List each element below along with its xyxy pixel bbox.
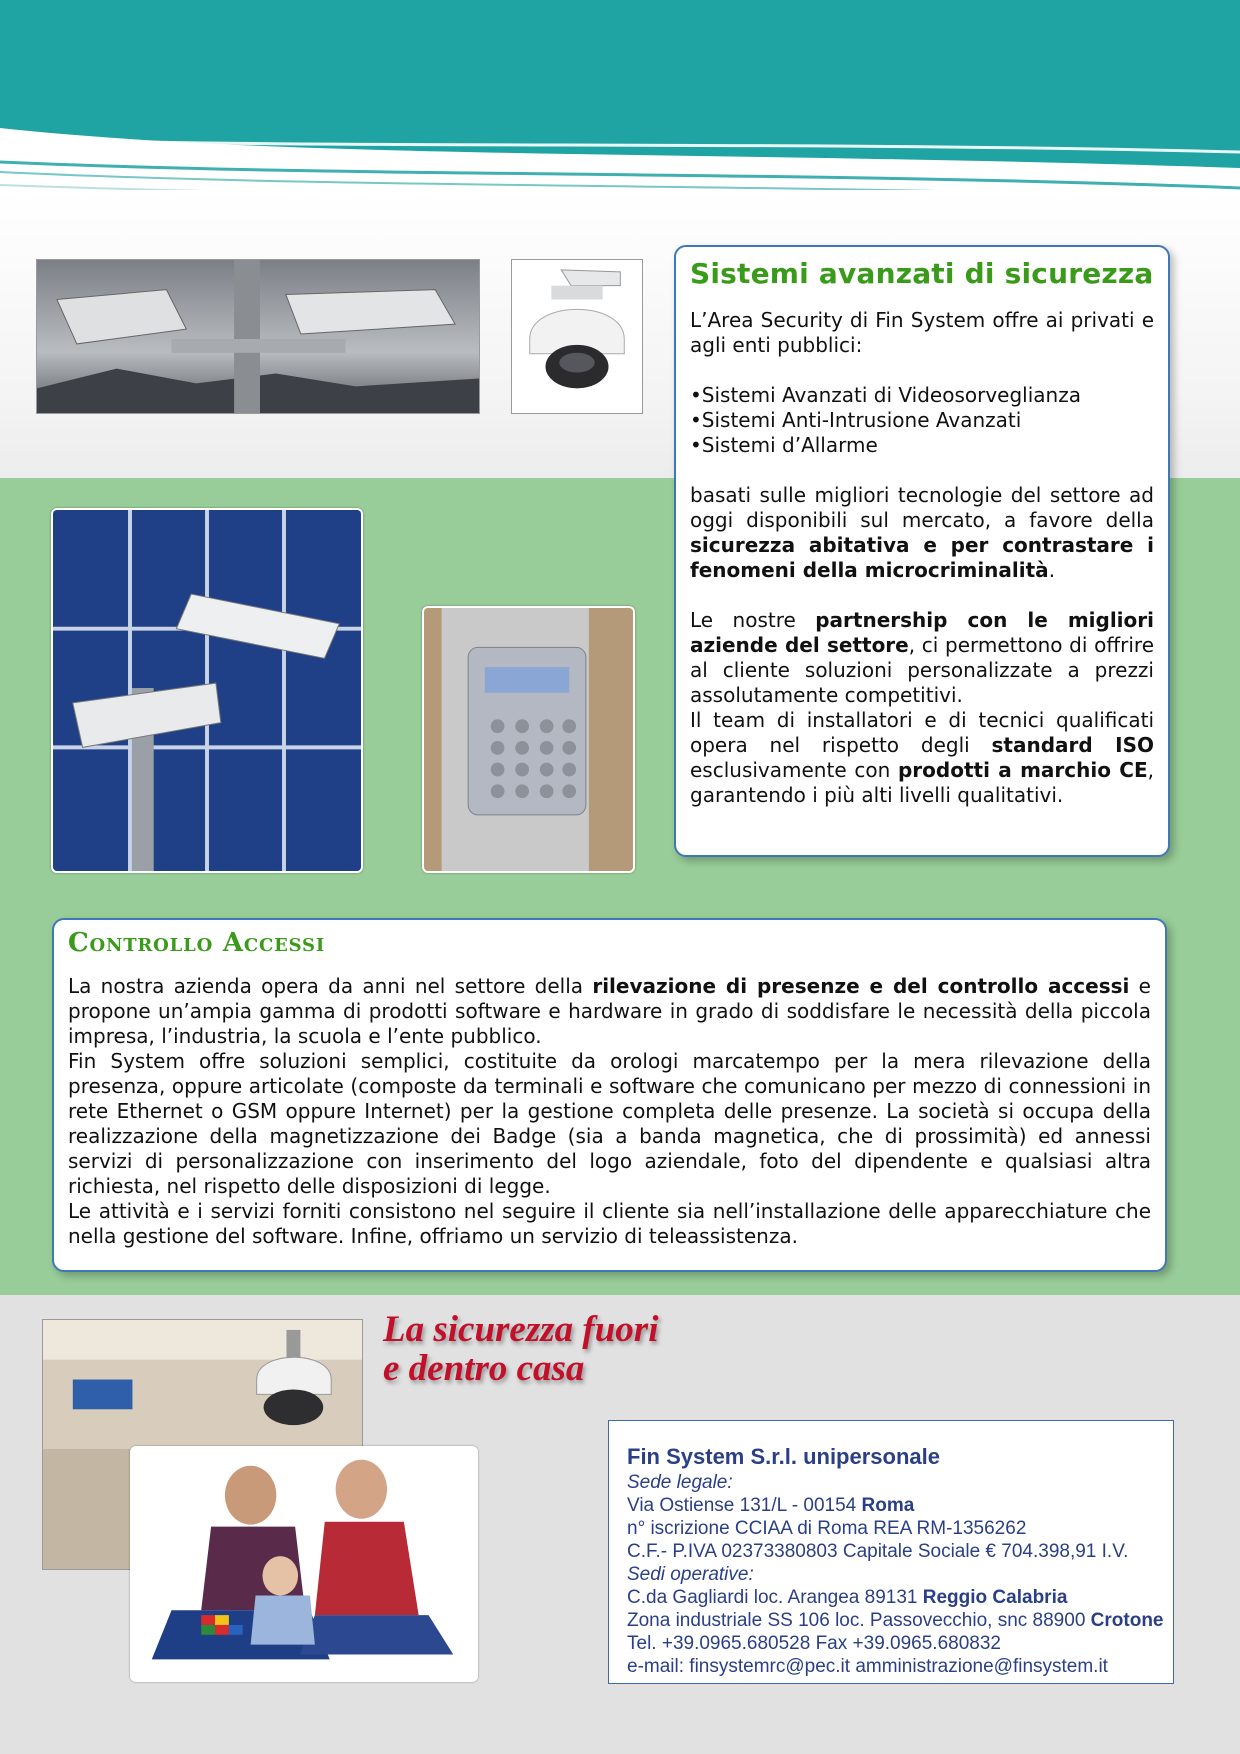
legal-office-label: Sede legale: [627, 1472, 733, 1493]
office-reggio-calabria: C.da Gagliardi loc. Arangea 89131 Reggio Calabria [627, 1587, 1068, 1608]
legal-address: Via Ostiense 131/L - 00154 Roma [627, 1495, 915, 1516]
security-list-item: • Sistemi d’Allarme [690, 433, 1154, 458]
security-list-item: • Sistemi Anti-Intrusione Avanzati [690, 408, 1154, 433]
security-paragraph-technologies: basati sulle migliori tecnologie del settore ad oggi disponibili sul mercato, a favore della sicurezza abitativa e per contrastare i fenomeni della microcriminalità. [690, 483, 1154, 582]
ccia-registration: n° iscrizione CCIAA di Roma REA RM-1356262 [627, 1518, 1027, 1539]
access-paragraph-solutions: Fin System offre soluzioni semplici, costituite da orologi marcatempo per la mera rilevazione della presenza, oppure articolate (composte da terminali e software che comunicano per mezzo di connessioni in rete Ethernet o GSM oppure Internet) per la gestione completa delle presenze. La società si occupa della realizzazione della magnetizzazione dei Badge (sia a banda magnetica, che di prossimità) ed annessi servizi di personalizzazione con inserimento del logo aziendale, foto del dipendente e qualsiasi altra richiesta, nel rispetto delle disposizioni di legge. [68, 1049, 1151, 1198]
office-crotone: Zona industriale SS 106 loc. Passovecchio, snc 88900 Crotone [627, 1610, 1164, 1631]
access-control-panel [52, 918, 1167, 1272]
solar-panel-cameras-photo [51, 508, 363, 873]
phone-fax: Tel. +39.0965.680528 Fax +39.0965.680832 [627, 1633, 1001, 1654]
company-name: Fin System S.r.l. unipersonale [627, 1444, 940, 1469]
security-list-item: • Sistemi Avanzati di Videosorveglianza [690, 383, 1154, 408]
security-title: Sistemi avanzati di sicurezza [690, 257, 1154, 290]
access-paragraph-intro: La nostra azienda opera da anni nel settore della rilevazione di presenze e del controllo accessi e propone un’ampia gamma di prodotti software e hardware in grado di soddisfare le necessità della piccola impresa, l’industria, la scuola e l’ente pubblico. [68, 974, 1151, 1048]
keypad-access-photo [422, 606, 635, 873]
access-paragraph-services: Le attività e i servizi forniti consistono nel seguire il cliente sia nell’installazione delle apparecchiature che nella gestione del software. Infine, offriamo un servizio di teleassistenza. [68, 1199, 1151, 1248]
contact-box [608, 1420, 1174, 1684]
vat-info: C.F.- P.IVA 02373380803 Capitale Sociale € 704.398,91 I.V. [627, 1541, 1129, 1562]
operational-offices-label: Sedi operative: [627, 1564, 754, 1585]
slogan-line-1: La sicurezza fuori [383, 1309, 659, 1350]
security-paragraph-team: Il team di installatori e di tecnici qualificati opera nel rispetto degli standard ISO esclusivamente con prodotti a marchio CE, garantendo i più alti livelli qualitativi. [690, 708, 1154, 807]
security-panel [674, 245, 1170, 857]
header-wave-graphic [0, 0, 1240, 215]
access-control-title: Controllo Accessi [68, 928, 326, 958]
email-addresses[interactable]: e-mail: finsystemrc@pec.it amministrazione@finsystem.it [627, 1656, 1108, 1677]
security-paragraph-partnership: Le nostre partnership con le migliori aziende del settore, ci permettono di offrire al cliente soluzioni personalizzate a prezzi assolutamente competitivi. [690, 608, 1155, 707]
slogan [383, 1310, 658, 1388]
dome-camera-photo [511, 259, 643, 414]
security-intro: L’Area Security di Fin System offre ai privati e agli enti pubblici: [690, 308, 1154, 357]
security-list [690, 383, 1154, 458]
family-photo [130, 1446, 478, 1682]
header-band [0, 0, 1240, 215]
slogan-line-2: e dentro casa [383, 1348, 585, 1389]
cctv-cameras-photo [36, 259, 480, 414]
